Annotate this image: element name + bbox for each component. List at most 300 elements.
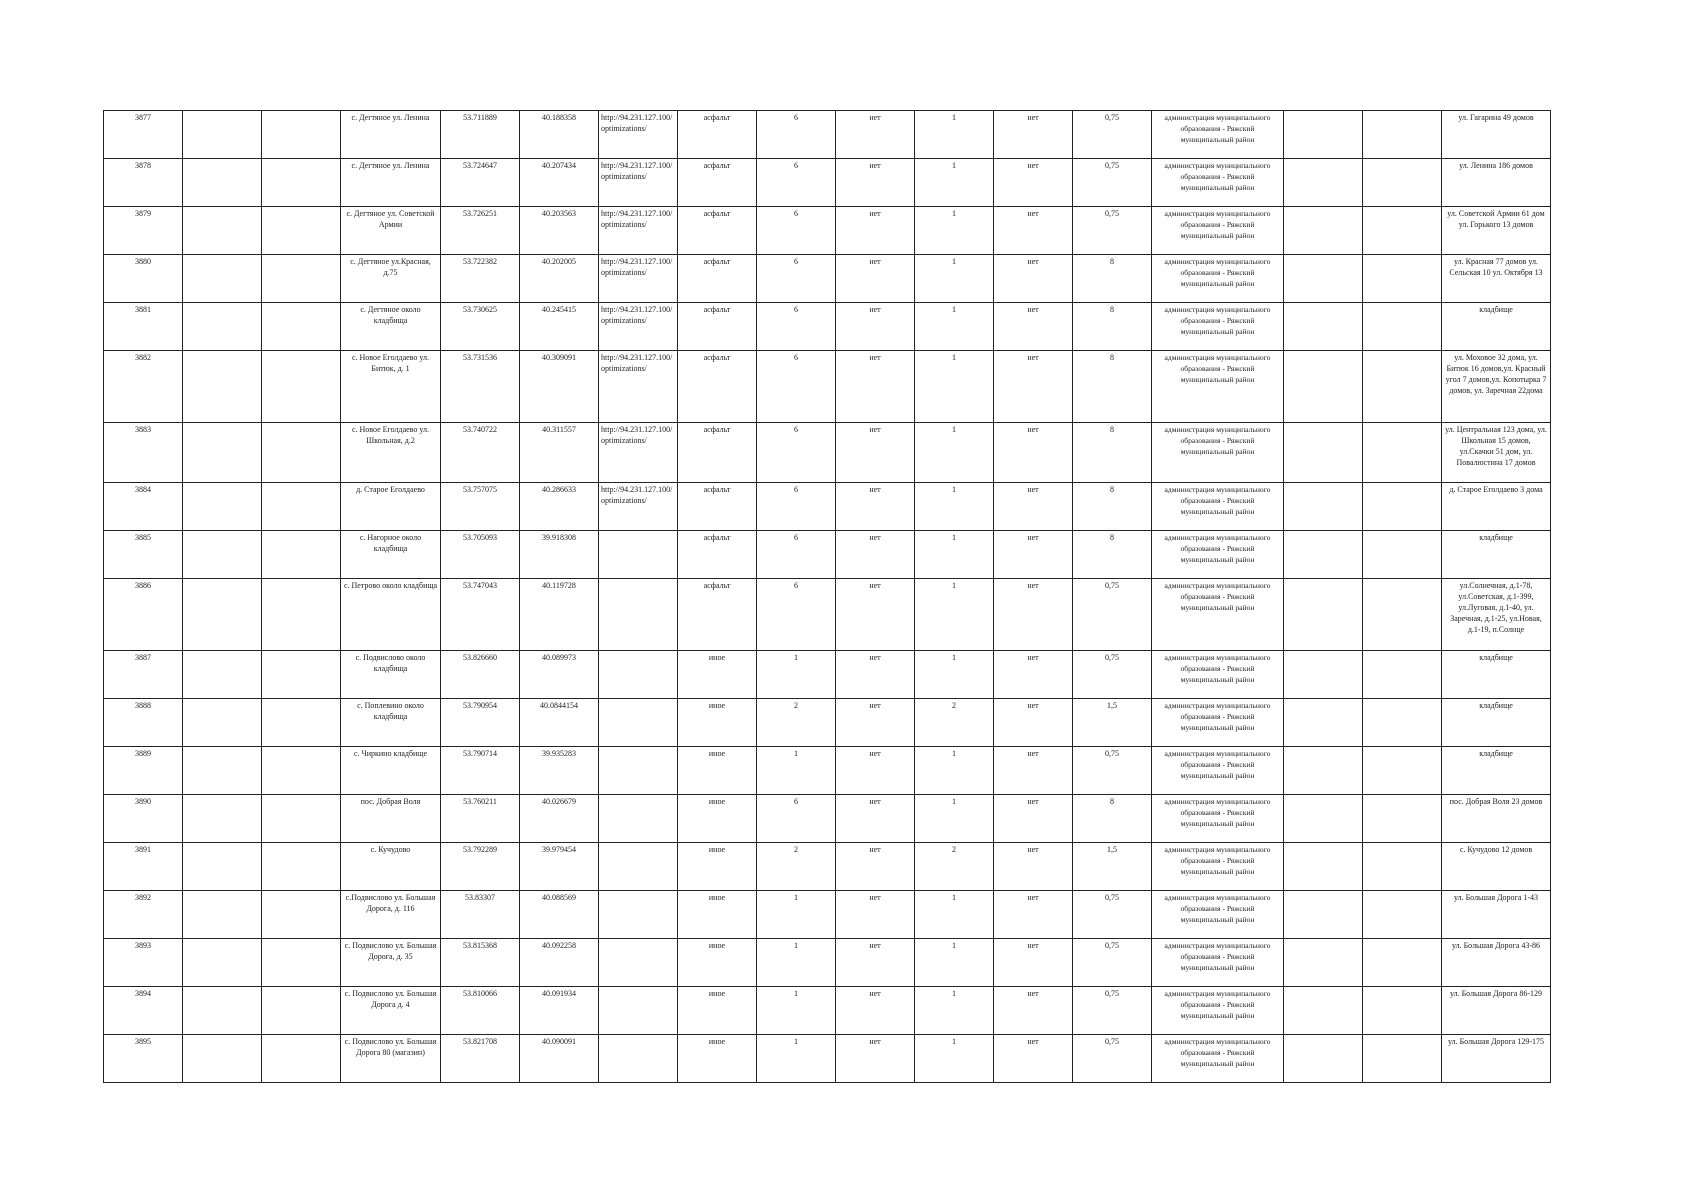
cell-owner: администрация муниципального образования - Ряжский муниципальный район	[1152, 303, 1284, 351]
cell-lon: 40.090091	[520, 1035, 599, 1083]
cell-separate: нет	[994, 843, 1073, 891]
cell-lon: 40.089973	[520, 651, 599, 699]
cell-url	[599, 747, 678, 795]
cell-covered: нет	[836, 579, 915, 651]
cell-lat: 53.790714	[441, 747, 520, 795]
cell-empty	[1363, 255, 1442, 303]
cell-owner: администрация муниципального образования - Ряжский муниципальный район	[1152, 255, 1284, 303]
cell-url: http://94.231.127.100/optimizations/	[599, 303, 678, 351]
cell-containers: 1	[915, 351, 994, 423]
cell-surface: асфальт	[678, 159, 757, 207]
cell-containers: 1	[915, 303, 994, 351]
cell-lat: 53.810066	[441, 987, 520, 1035]
cell-lat: 53.821708	[441, 1035, 520, 1083]
cell-covered: нет	[836, 747, 915, 795]
cell-url	[599, 579, 678, 651]
cell-empty	[1363, 891, 1442, 939]
cell-area: 6	[757, 351, 836, 423]
cell-address: с. Новое Еголдаево ул. Школьная, д.2	[341, 423, 441, 483]
cell-empty	[262, 939, 341, 987]
cell-empty	[183, 303, 262, 351]
cell-address: с. Дегтяное ул.Красная, д.75	[341, 255, 441, 303]
cell-volume: 8	[1073, 423, 1152, 483]
cell-empty	[183, 795, 262, 843]
cell-empty	[183, 159, 262, 207]
cell-covered: нет	[836, 891, 915, 939]
cell-empty	[1363, 423, 1442, 483]
cell-surface: асфальт	[678, 483, 757, 531]
cell-empty	[1284, 531, 1363, 579]
cell-address: с. Подвислово около кладбища	[341, 651, 441, 699]
cell-surface: асфальт	[678, 255, 757, 303]
cell-empty	[183, 423, 262, 483]
cell-empty	[183, 207, 262, 255]
cell-empty	[183, 891, 262, 939]
cell-empty	[262, 747, 341, 795]
cell-lon: 40.203563	[520, 207, 599, 255]
cell-area: 6	[757, 423, 836, 483]
cell-sources: ул.Солнечная, д.1-78, ул.Советская, д.1-399, ул.Луговая, д.1-40, ул. Заречная, д.1-25, ул.Новая, д.1-19, п.Солнце	[1442, 579, 1551, 651]
cell-volume: 8	[1073, 483, 1152, 531]
cell-lat: 53.83307	[441, 891, 520, 939]
cell-surface: асфальт	[678, 351, 757, 423]
cell-empty	[1363, 939, 1442, 987]
cell-containers: 1	[915, 423, 994, 483]
cell-address: с. Дегтяное ул. Советской Армии	[341, 207, 441, 255]
cell-empty	[1363, 159, 1442, 207]
cell-volume: 0,75	[1073, 579, 1152, 651]
cell-separate: нет	[994, 159, 1073, 207]
cell-sources: ул. Красная 77 домов ул. Сельская 10 ул. Октября 13	[1442, 255, 1551, 303]
cell-owner: администрация муниципального образования - Ряжский муниципальный район	[1152, 651, 1284, 699]
cell-covered: нет	[836, 483, 915, 531]
cell-surface: иное	[678, 795, 757, 843]
cell-empty	[1284, 159, 1363, 207]
cell-separate: нет	[994, 531, 1073, 579]
cell-separate: нет	[994, 579, 1073, 651]
cell-surface: иное	[678, 747, 757, 795]
cell-empty	[1284, 939, 1363, 987]
cell-covered: нет	[836, 255, 915, 303]
cell-area: 6	[757, 579, 836, 651]
cell-empty	[262, 651, 341, 699]
cell-id: 3880	[104, 255, 183, 303]
cell-address: с. Новое Еголдаево ул. Битюк, д. 1	[341, 351, 441, 423]
cell-empty	[183, 579, 262, 651]
cell-owner: администрация муниципального образования - Ряжский муниципальный район	[1152, 699, 1284, 747]
cell-separate: нет	[994, 255, 1073, 303]
cell-empty	[262, 111, 341, 159]
cell-volume: 8	[1073, 303, 1152, 351]
cell-containers: 1	[915, 207, 994, 255]
cell-empty	[1363, 579, 1442, 651]
cell-owner: администрация муниципального образования - Ряжский муниципальный район	[1152, 531, 1284, 579]
cell-lat: 53.826660	[441, 651, 520, 699]
cell-address: с. Дегтяное ул. Ленина	[341, 111, 441, 159]
cell-url: http://94.231.127.100/optimizations/	[599, 111, 678, 159]
cell-sources: кладбище	[1442, 699, 1551, 747]
cell-sources: ул. Большая Дорога 1-43	[1442, 891, 1551, 939]
cell-address: с. Дегтяное ул. Ленина	[341, 159, 441, 207]
cell-id: 3885	[104, 531, 183, 579]
cell-containers: 1	[915, 579, 994, 651]
cell-separate: нет	[994, 1035, 1073, 1083]
cell-sources: ул. Моховое 32 дома, ул. Битюк 16 домов,ул. Красный угол 7 домов,ул. Копотырка 7 домов, ул. Заречная 22дома	[1442, 351, 1551, 423]
cell-url: http://94.231.127.100/optimizations/	[599, 207, 678, 255]
cell-surface: иное	[678, 843, 757, 891]
cell-owner: администрация муниципального образования - Ряжский муниципальный район	[1152, 747, 1284, 795]
table-row	[104, 987, 1551, 1035]
cell-area: 6	[757, 255, 836, 303]
cell-empty	[1363, 795, 1442, 843]
cell-address: с. Подвислово ул. Большая Дорога д. 4	[341, 987, 441, 1035]
cell-empty	[1284, 303, 1363, 351]
cell-url: http://94.231.127.100/optimizations/	[599, 423, 678, 483]
cell-lon: 40.0844154	[520, 699, 599, 747]
cell-empty	[1363, 111, 1442, 159]
cell-covered: нет	[836, 159, 915, 207]
cell-containers: 1	[915, 255, 994, 303]
cell-area: 1	[757, 651, 836, 699]
cell-empty	[1284, 891, 1363, 939]
cell-containers: 1	[915, 939, 994, 987]
cell-containers: 1	[915, 747, 994, 795]
cell-lon: 40.119728	[520, 579, 599, 651]
cell-covered: нет	[836, 987, 915, 1035]
table-row	[104, 351, 1551, 423]
cell-separate: нет	[994, 351, 1073, 423]
table-row	[104, 111, 1551, 159]
cell-id: 3894	[104, 987, 183, 1035]
cell-sources: кладбище	[1442, 747, 1551, 795]
cell-covered: нет	[836, 111, 915, 159]
table-row	[104, 207, 1551, 255]
cell-lon: 39.918308	[520, 531, 599, 579]
cell-lon: 40.309091	[520, 351, 599, 423]
cell-empty	[183, 255, 262, 303]
cell-url	[599, 843, 678, 891]
cell-empty	[1363, 483, 1442, 531]
cell-url: http://94.231.127.100/optimizations/	[599, 159, 678, 207]
cell-url: http://94.231.127.100/optimizations/	[599, 483, 678, 531]
cell-id: 3881	[104, 303, 183, 351]
cell-volume: 0,75	[1073, 207, 1152, 255]
cell-separate: нет	[994, 891, 1073, 939]
cell-covered: нет	[836, 303, 915, 351]
cell-surface: асфальт	[678, 207, 757, 255]
cell-volume: 1,5	[1073, 843, 1152, 891]
cell-covered: нет	[836, 795, 915, 843]
cell-covered: нет	[836, 423, 915, 483]
cell-empty	[183, 351, 262, 423]
cell-lat: 53.757075	[441, 483, 520, 531]
cell-sources: пос. Добрая Воля 23 домов	[1442, 795, 1551, 843]
cell-id: 3888	[104, 699, 183, 747]
cell-sources: с. Кучудово 12 домов	[1442, 843, 1551, 891]
cell-area: 1	[757, 747, 836, 795]
table-row	[104, 159, 1551, 207]
cell-lat: 53.740722	[441, 423, 520, 483]
cell-lat: 53.790954	[441, 699, 520, 747]
cell-owner: администрация муниципального образования - Ряжский муниципальный район	[1152, 351, 1284, 423]
cell-empty	[1363, 207, 1442, 255]
cell-lon: 40.026679	[520, 795, 599, 843]
cell-covered: нет	[836, 351, 915, 423]
cell-area: 1	[757, 939, 836, 987]
cell-url: http://94.231.127.100/optimizations/	[599, 255, 678, 303]
cell-address: с. Поплевино около кладбища	[341, 699, 441, 747]
cell-id: 3889	[104, 747, 183, 795]
cell-owner: администрация муниципального образования - Ряжский муниципальный район	[1152, 939, 1284, 987]
cell-sources: кладбище	[1442, 531, 1551, 579]
cell-lon: 39.979454	[520, 843, 599, 891]
cell-empty	[262, 795, 341, 843]
cell-empty	[1284, 579, 1363, 651]
cell-address: пос. Добрая Воля	[341, 795, 441, 843]
cell-url	[599, 1035, 678, 1083]
cell-id: 3892	[104, 891, 183, 939]
cell-empty	[1363, 747, 1442, 795]
cell-lat: 53.705093	[441, 531, 520, 579]
cell-url	[599, 531, 678, 579]
cell-empty	[1363, 531, 1442, 579]
cell-empty	[183, 651, 262, 699]
cell-lat: 53.731536	[441, 351, 520, 423]
cell-address: с.Подвислово ул. Большая Дорога, д. 116	[341, 891, 441, 939]
cell-id: 3882	[104, 351, 183, 423]
cell-containers: 1	[915, 483, 994, 531]
cell-empty	[1363, 303, 1442, 351]
table-row	[104, 255, 1551, 303]
cell-area: 6	[757, 207, 836, 255]
cell-empty	[262, 423, 341, 483]
cell-address: с. Подвислово ул. Большая Дорога 80 (магазин)	[341, 1035, 441, 1083]
cell-sources: ул. Большая Дорога 129-175	[1442, 1035, 1551, 1083]
cell-sources: кладбище	[1442, 303, 1551, 351]
cell-url	[599, 651, 678, 699]
cell-lat: 53.815368	[441, 939, 520, 987]
cell-owner: администрация муниципального образования - Ряжский муниципальный район	[1152, 483, 1284, 531]
cell-address: с. Дегтяное около кладбища	[341, 303, 441, 351]
cell-empty	[1363, 651, 1442, 699]
cell-empty	[262, 531, 341, 579]
cell-empty	[183, 987, 262, 1035]
cell-covered: нет	[836, 699, 915, 747]
cell-lat: 53.760211	[441, 795, 520, 843]
cell-empty	[1363, 699, 1442, 747]
cell-id: 3883	[104, 423, 183, 483]
cell-containers: 2	[915, 843, 994, 891]
cell-empty	[262, 207, 341, 255]
cell-owner: администрация муниципального образования - Ряжский муниципальный район	[1152, 891, 1284, 939]
cell-area: 1	[757, 987, 836, 1035]
cell-empty	[262, 159, 341, 207]
cell-lat: 53.722382	[441, 255, 520, 303]
cell-area: 1	[757, 1035, 836, 1083]
cell-surface: асфальт	[678, 531, 757, 579]
cell-lon: 40.311557	[520, 423, 599, 483]
cell-empty	[262, 579, 341, 651]
cell-address: с. Подвислово ул. Большая Дорога, д. 35	[341, 939, 441, 987]
cell-separate: нет	[994, 699, 1073, 747]
cell-owner: администрация муниципального образования - Ряжский муниципальный район	[1152, 423, 1284, 483]
cell-volume: 8	[1073, 795, 1152, 843]
table-row	[104, 699, 1551, 747]
cell-empty	[183, 843, 262, 891]
cell-id: 3893	[104, 939, 183, 987]
cell-lon: 40.188358	[520, 111, 599, 159]
cell-empty	[183, 699, 262, 747]
cell-address: с. Чиркино кладбище	[341, 747, 441, 795]
cell-lat: 53.724647	[441, 159, 520, 207]
cell-separate: нет	[994, 111, 1073, 159]
cell-lon: 40.091934	[520, 987, 599, 1035]
table-row	[104, 747, 1551, 795]
cell-separate: нет	[994, 423, 1073, 483]
cell-sources: ул. Большая Дорога 86-129	[1442, 987, 1551, 1035]
table-row	[104, 939, 1551, 987]
cell-lat: 53.792289	[441, 843, 520, 891]
cell-lat: 53.747043	[441, 579, 520, 651]
cell-empty	[262, 1035, 341, 1083]
cell-lat: 53.730625	[441, 303, 520, 351]
cell-covered: нет	[836, 843, 915, 891]
cell-volume: 0,75	[1073, 1035, 1152, 1083]
cell-containers: 1	[915, 1035, 994, 1083]
cell-lon: 40.207434	[520, 159, 599, 207]
cell-empty	[1284, 111, 1363, 159]
cell-lat: 53.726251	[441, 207, 520, 255]
cell-covered: нет	[836, 651, 915, 699]
cell-lon: 39.935283	[520, 747, 599, 795]
cell-address: с. Нагорное около кладбища	[341, 531, 441, 579]
cell-lon: 40.092258	[520, 939, 599, 987]
cell-surface: асфальт	[678, 423, 757, 483]
cell-empty	[1284, 795, 1363, 843]
cell-containers: 1	[915, 651, 994, 699]
cell-containers: 1	[915, 795, 994, 843]
cell-containers: 1	[915, 987, 994, 1035]
cell-containers: 1	[915, 531, 994, 579]
cell-area: 6	[757, 111, 836, 159]
cell-empty	[1363, 987, 1442, 1035]
table-row	[104, 795, 1551, 843]
cell-separate: нет	[994, 987, 1073, 1035]
cell-surface: иное	[678, 651, 757, 699]
cell-empty	[262, 483, 341, 531]
cell-empty	[183, 111, 262, 159]
cell-containers: 1	[915, 111, 994, 159]
cell-area: 2	[757, 699, 836, 747]
cell-empty	[262, 699, 341, 747]
cell-area: 6	[757, 159, 836, 207]
cell-empty	[1284, 843, 1363, 891]
cell-separate: нет	[994, 939, 1073, 987]
cell-separate: нет	[994, 747, 1073, 795]
cell-volume: 0,75	[1073, 891, 1152, 939]
cell-covered: нет	[836, 939, 915, 987]
cell-covered: нет	[836, 1035, 915, 1083]
cell-empty	[1284, 351, 1363, 423]
cell-url	[599, 699, 678, 747]
cell-address: д. Старое Еголдаево	[341, 483, 441, 531]
data-table	[103, 110, 1551, 1083]
cell-empty	[1284, 423, 1363, 483]
table-row	[104, 531, 1551, 579]
cell-owner: администрация муниципального образования - Ряжский муниципальный район	[1152, 987, 1284, 1035]
table-row	[104, 423, 1551, 483]
cell-volume: 0,75	[1073, 987, 1152, 1035]
cell-surface: иное	[678, 699, 757, 747]
cell-separate: нет	[994, 795, 1073, 843]
cell-empty	[1284, 699, 1363, 747]
table-row	[104, 1035, 1551, 1083]
table-row	[104, 651, 1551, 699]
cell-lon: 40.245415	[520, 303, 599, 351]
cell-area: 6	[757, 303, 836, 351]
cell-sources: ул. Большая Дорога 43-86	[1442, 939, 1551, 987]
cell-volume: 1,5	[1073, 699, 1152, 747]
cell-volume: 0,75	[1073, 747, 1152, 795]
table-row	[104, 303, 1551, 351]
cell-area: 6	[757, 531, 836, 579]
cell-empty	[262, 987, 341, 1035]
cell-empty	[1363, 843, 1442, 891]
cell-url: http://94.231.127.100/optimizations/	[599, 351, 678, 423]
cell-id: 3884	[104, 483, 183, 531]
cell-sources: ул. Центральная 123 дома, ул. Школьная 15 домов, ул.Скачки 51 дом, ул. Повалюстина 17 домов	[1442, 423, 1551, 483]
cell-empty	[1284, 987, 1363, 1035]
cell-id: 3895	[104, 1035, 183, 1083]
cell-sources: кладбище	[1442, 651, 1551, 699]
cell-empty	[1284, 747, 1363, 795]
cell-separate: нет	[994, 651, 1073, 699]
cell-empty	[183, 483, 262, 531]
cell-volume: 0,75	[1073, 651, 1152, 699]
cell-lon: 40.202005	[520, 255, 599, 303]
table-row	[104, 483, 1551, 531]
cell-surface: иное	[678, 987, 757, 1035]
table-row	[104, 891, 1551, 939]
cell-lat: 53.711889	[441, 111, 520, 159]
cell-volume: 8	[1073, 531, 1152, 579]
cell-empty	[183, 939, 262, 987]
cell-empty	[262, 255, 341, 303]
cell-empty	[1284, 1035, 1363, 1083]
cell-empty	[183, 531, 262, 579]
cell-address: с. Петрово около кладбища	[341, 579, 441, 651]
cell-id: 3877	[104, 111, 183, 159]
cell-id: 3886	[104, 579, 183, 651]
cell-area: 2	[757, 843, 836, 891]
cell-empty	[1284, 255, 1363, 303]
cell-separate: нет	[994, 483, 1073, 531]
cell-id: 3890	[104, 795, 183, 843]
cell-volume: 0,75	[1073, 159, 1152, 207]
cell-owner: администрация муниципального образования - Ряжский муниципальный район	[1152, 843, 1284, 891]
cell-lon: 40.286633	[520, 483, 599, 531]
cell-empty	[262, 891, 341, 939]
cell-separate: нет	[994, 303, 1073, 351]
cell-volume: 8	[1073, 351, 1152, 423]
cell-separate: нет	[994, 207, 1073, 255]
cell-sources: ул. Гагарина 49 домов	[1442, 111, 1551, 159]
cell-url	[599, 795, 678, 843]
cell-owner: администрация муниципального образования - Ряжский муниципальный район	[1152, 795, 1284, 843]
cell-empty	[183, 747, 262, 795]
cell-volume: 0,75	[1073, 939, 1152, 987]
cell-owner: администрация муниципального образования - Ряжский муниципальный район	[1152, 207, 1284, 255]
